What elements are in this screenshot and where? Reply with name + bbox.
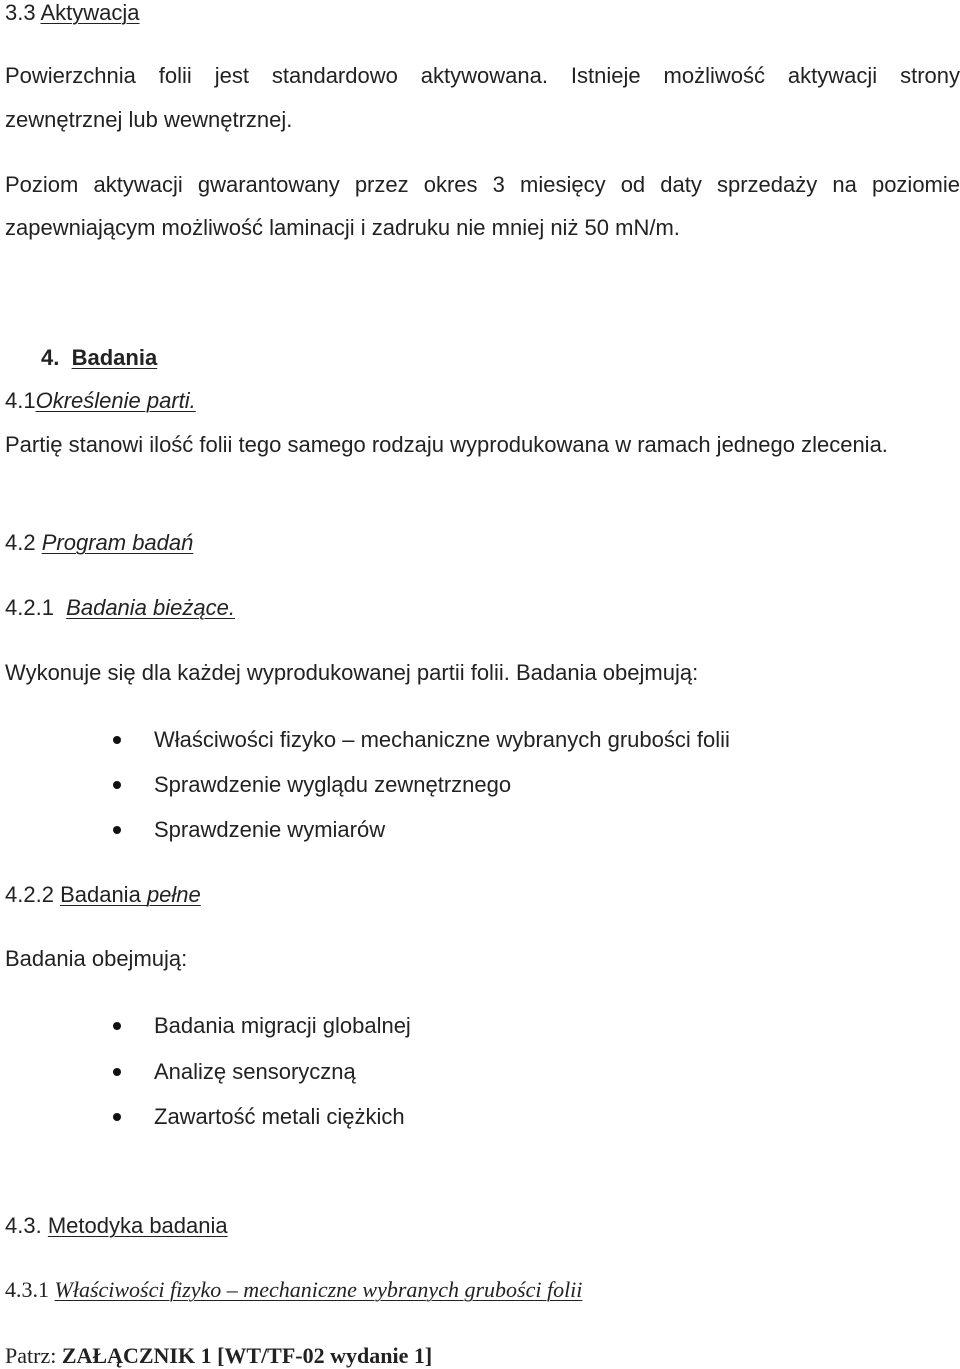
list-item-label: Zawartość metali ciężkich [154, 1104, 405, 1129]
bullet-icon [113, 1022, 121, 1030]
heading-number: 4.2.1 [5, 595, 54, 620]
list-item-label: Analizę sensoryczną [154, 1059, 356, 1084]
heading-number: 4.1 [5, 388, 36, 413]
heading-number: 4.3.1 [5, 1277, 49, 1302]
bullet-icon [113, 781, 121, 789]
heading-4-2-1 [5, 595, 235, 621]
heading-title: Badania bieżące. [66, 595, 235, 620]
heading-4-2-2 [5, 882, 201, 908]
heading-title: Badania [71, 345, 158, 370]
bullet-icon [113, 1068, 121, 1076]
heading-number: 4.2.2 [5, 882, 54, 907]
paragraph-text: Wykonuje się dla każdej wyprodukowanej partii folii. Badania obejmują: [5, 660, 699, 685]
heading-title: Właściwości fizyko – mechaniczne wybranych grubości folii [54, 1277, 583, 1302]
paragraph-text: Badania obejmują: [5, 946, 188, 971]
heading-title-emphasis: pełne [146, 882, 201, 907]
heading-4-3 [5, 1213, 228, 1239]
paragraph-line: zapewniającym możliwość laminacji i zadruku nie mniej niż 50 mN/m. [5, 215, 680, 240]
heading-3-3 [5, 0, 140, 26]
list-item-label: Właściwości fizyko – mechaniczne wybranych grubości folii [154, 727, 730, 752]
heading-number: 4.3. [5, 1213, 42, 1238]
heading-title: Określenie parti. [35, 388, 196, 413]
paragraph-text: Partię stanowi ilość folii tego samego rodzaju wyprodukowana w ramach jednego zlecenia. [5, 432, 888, 457]
heading-4-3-1 [5, 1277, 582, 1303]
paragraph-line: zewnętrznej lub wewnętrznej. [5, 107, 293, 132]
heading-title: Metodyka badania [47, 1213, 228, 1238]
reference-label: Patrz: [5, 1343, 57, 1368]
bullet-icon [113, 1113, 121, 1121]
list-item-label: Sprawdzenie wyglądu zewnętrznego [154, 772, 512, 797]
heading-title: Badania [60, 882, 141, 907]
list-item-label: Badania migracji globalnej [154, 1013, 411, 1038]
list-item-label: Sprawdzenie wymiarów [154, 817, 386, 842]
heading-number: 3.3 [5, 0, 36, 25]
heading-4-1 [5, 388, 196, 414]
reference-line [5, 1343, 432, 1369]
bullet-icon [113, 826, 121, 834]
heading-number: 4.2 [5, 530, 36, 555]
heading-number: 4. [41, 345, 60, 370]
heading-4-2 [5, 530, 193, 556]
reference-link: ZAŁĄCZNIK 1 [WT/TF-02 wydanie 1] [61, 1343, 433, 1368]
heading-title: Aktywacja [40, 0, 140, 25]
paragraph-line: Poziom aktywacji gwarantowany przez okres 3 miesięcy od daty sprzedaży na poziomie [5, 172, 960, 197]
bullet-icon [113, 736, 121, 744]
heading-title: Program badań [41, 530, 194, 555]
heading-4 [41, 345, 157, 371]
paragraph-line: Powierzchnia folii jest standardowo aktywowana. Istnieje możliwość aktywacji strony [5, 63, 960, 88]
